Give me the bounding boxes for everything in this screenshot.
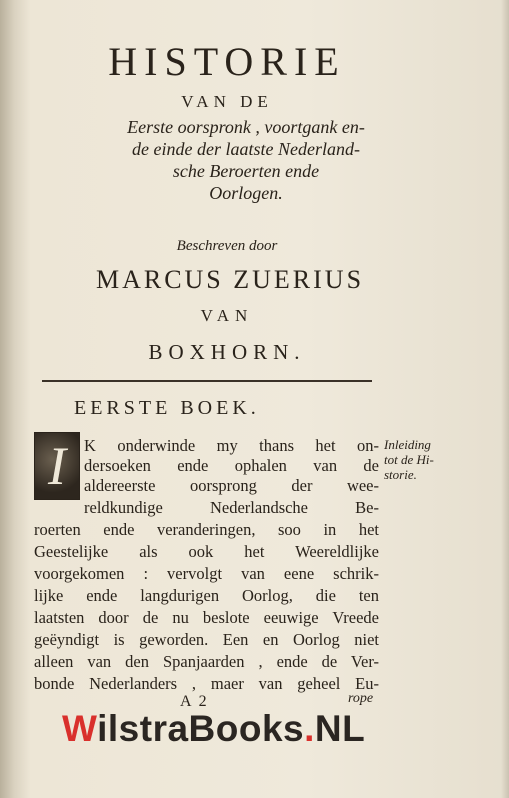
body-line: reldkundige Nederlandsche Be- xyxy=(84,498,379,517)
binding-gutter xyxy=(0,0,14,798)
subtitle-line: Eerste oorspronk , voortgank en- xyxy=(127,117,365,137)
book-heading: EERSTE BOEK. xyxy=(74,397,260,419)
page-title: HISTORIE xyxy=(108,39,346,84)
body-line: alleen van den Spanjaarden , ende de Ver- xyxy=(34,652,379,671)
watermark-part: ilstraBooks xyxy=(97,708,305,749)
body-line: geëyndigt is geworden. Een en Oorlog niet xyxy=(34,630,379,649)
body-line: roerten ende veranderingen, soo in het xyxy=(34,520,379,539)
byline-intro: Beschreven door xyxy=(176,238,278,254)
subtitle-line: sche Beroerten ende xyxy=(172,161,320,181)
author-name: MARCUS ZUERIUS xyxy=(95,265,365,294)
subtitle-line: Oorlogen. xyxy=(209,183,283,203)
watermark-logo xyxy=(62,708,365,750)
margin-note-line: tot de Hi- xyxy=(384,452,434,467)
body-line: laatsten door de nu beslote eeuwige Vreede xyxy=(34,608,379,627)
body-line: dersoeken ende ophalen van de xyxy=(84,456,379,475)
margin-note-line: storie. xyxy=(384,467,417,482)
page-edge-shadow xyxy=(501,0,509,798)
body-line: K onderwinde my thans het on- xyxy=(84,436,379,455)
watermark-part: NL xyxy=(314,708,366,749)
watermark-part: . xyxy=(304,708,315,749)
margin-note-line: Inleiding xyxy=(384,437,431,452)
decorated-initial xyxy=(34,432,80,500)
body-line: voorgekomen : vervolgt van eene schrik- xyxy=(34,564,379,583)
title-van-de: VAN DE xyxy=(181,92,273,111)
body-line: bonde Nederlanders , maer van geheel Eu- xyxy=(34,674,379,693)
catchword: rope xyxy=(348,691,374,706)
body-line: aldereerste oorsprong der wee- xyxy=(84,476,379,495)
body-line: Geestelijke als ook het Weereldlijke xyxy=(34,542,379,561)
drop-cap-letter: I xyxy=(48,436,66,496)
body-line: lijke ende langdurigen Oorlog, die ten xyxy=(34,586,379,605)
margin-note xyxy=(384,437,454,482)
signature-mark: A 2 xyxy=(180,693,209,710)
author-surname: BOXHORN. xyxy=(148,340,306,364)
author-van: VAN xyxy=(200,306,254,325)
watermark-part: W xyxy=(62,708,98,749)
subtitle-line: de einde der laatste Nederland- xyxy=(132,139,360,159)
subtitle xyxy=(86,116,406,204)
divider-rule xyxy=(42,380,372,382)
